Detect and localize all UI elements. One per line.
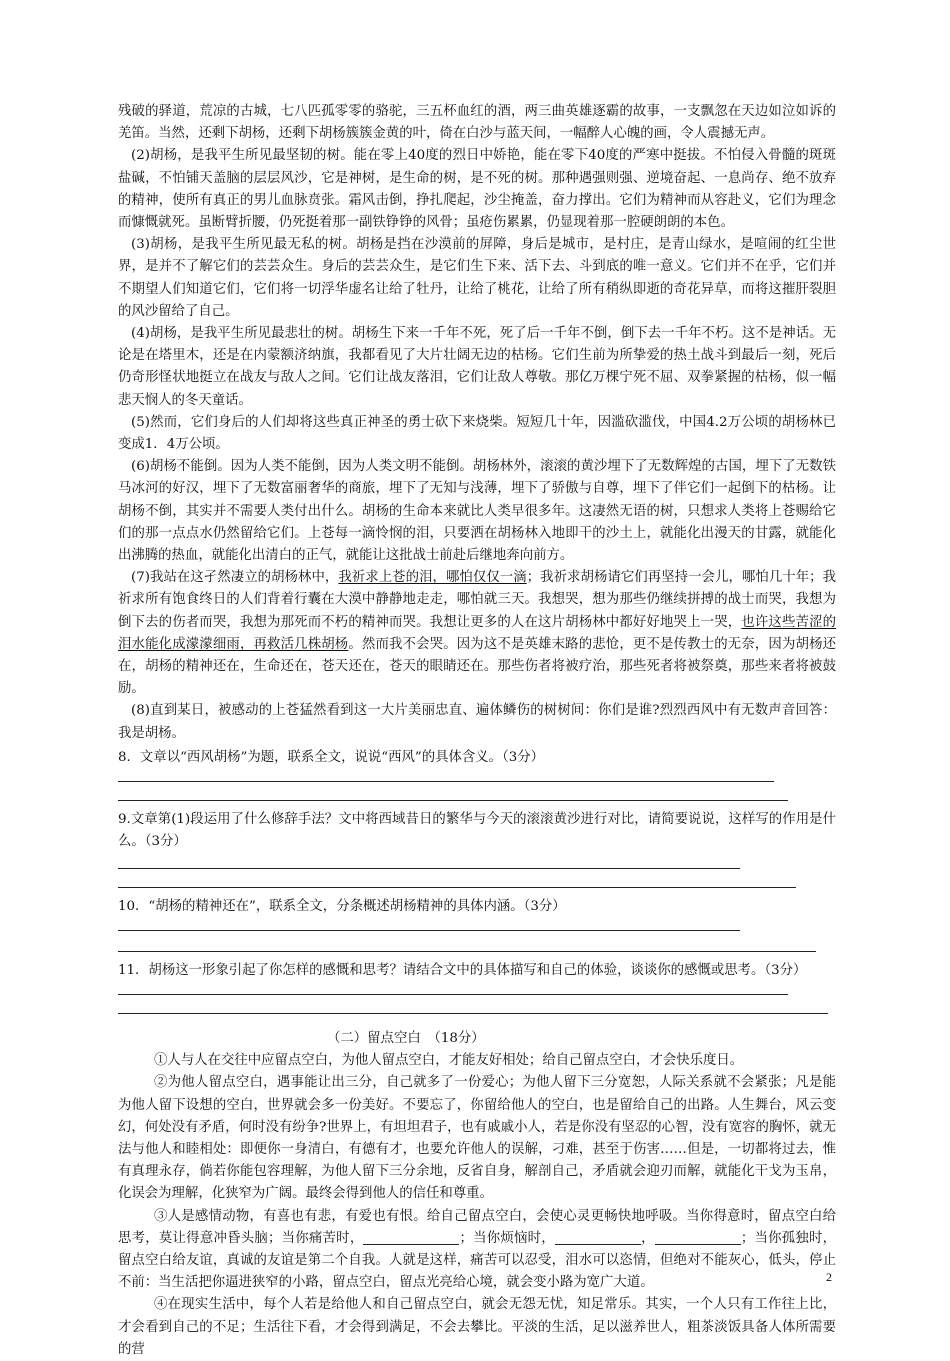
paragraph-7-part-b: ；我祈求胡杨请它们再坚持一会儿，哪怕几十年；我祈求所有饱食终日的人们背着行囊在大漠中静静地走走，哪怕就三天。我想哭，想为那些仍继续拼搏的战士而哭，我想为倒下去的伤者而哭，我想为那死而不朽的精神而哭。我想让更多的人在这片胡杨林中都好好地哭上一哭， [118, 570, 837, 630]
question-10: 10．“胡杨的精神还在”，联系全文，分条概述胡杨精神的具体内涵。（3分） [118, 898, 566, 914]
underlined-sentence-2: 也许这些苦涩的泪水能化成濛濛细雨，再救活几株胡杨 [118, 614, 837, 652]
paragraph-4: (4)胡杨，是我平生所见最悲壮的树。胡杨生下来一千年不死，死了后一千年不倒，倒下去一千年不朽。这不是神话。无论是在塔里木，还是在内蒙额济纳旗，我都看见了大片壮阔无边的枯杨。它们生前为所挚爱的热土战斗到最后一刻，死后仍奇形怪状地挺立在战友与敌人之间。它们让战友落泪，它们让敌人尊敬。那亿万棵宁死不屈、双拳紧握的枯杨，似一幅悲天悯人的冬天童话。 [118, 326, 836, 408]
section-2-paragraph-1: ①人与人在交往中应留点空白，为他人留点空白，才能友好相处；给自己留点空白，才会快乐度日。 [154, 1053, 744, 1069]
page-number: 2 [826, 1270, 832, 1284]
section-2-paragraph-2: ②为他人留点空白，遇事能让出三分，自己就多了一份爱心；为他人留下三分宽恕，人际关系就不会紧张；凡是能为他人留下设想的空白，世界就会多一份美好。不要忘了，你留给他人的空白，也是留给自己的出路。人生舞台，风云变幻，何处没有矛盾，何时没有纷争?世界上，有坦坦君子，也有戚戚小人，若是你没有坚忍的心智，没有宽容的胸怀，就无法与他人和睦相处：即便你一身清白，有德有才，也要允许他人的误解，刁难，甚至于伤害……但是，一切都将过去，惟有真理永存，倘若你能包容理解，为他人留下三分余地，反省自身，解剖自己，矛盾就会迎刃而解，就能化干戈为玉帛，化误会为理解，化狭窄为广阔。最终会得到他人的信任和尊重。 [118, 1075, 836, 1202]
paragraph-5: (5)然而，它们身后的人们却将这些真正神圣的勇士砍下来烧柴。短短几十年，因滥砍滥伐，中国4.2万公顷的胡杨林已变成1．4万公顷。 [118, 414, 836, 453]
paragraph-7-part-c: 。然而我不会哭。因为这不是英雄末路的悲怆，更不是传教士的无奈，因为胡杨还在，胡杨的精神还在，生命还在，苍天还在，苍天的眼睛还在。那些伤者将被疗治，那些死者将被祭奠，那些来者将被鼓励。 [118, 636, 837, 697]
answer-line[interactable] [118, 1013, 828, 1014]
paragraph-8: (8)直到某日，被感动的上苍猛然看到这一大片美丽忠直、遍体鳞伤的树树间：你们是谁?烈烈西风中有无数声音回答：我是胡杨。 [118, 703, 836, 741]
section-2-p3-part-d: ；当你孤独时，留点空白给友谊，真诚的友谊是第二个自我。人就是这样，痛苦可以忍受，泪水可以恣情，但绝对不能灰心，低头，停止不前：当生活把你逼进狭窄的小路，留点空白，留点光亮给心境，就会变小路为宽广大道。 [118, 1230, 837, 1291]
section-2-paragraph-3 [118, 1206, 836, 1295]
paragraph-1-continued: 残破的驿道，荒凉的古城，七八匹孤零零的骆驼，三五杯血红的酒，两三曲英雄逐霸的故事，一支飘忽在天边如泣如诉的羌笛。当然，还剩下胡杨，还剩下胡杨簇簇金黄的叶，倚在白沙与蓝天间，一幅醉人心魄的画，令人震撼无声。 [118, 104, 836, 142]
question-11: 11．胡杨这一形象引起了你怎样的感慨和思考？请结合文中的具体描写和自己的体验，谈谈你的感慨或思考。（3分） [118, 962, 807, 978]
fill-blank-3[interactable] [655, 1230, 741, 1245]
question-8: 8．文章以“西风胡杨”为题，联系全文，说说“西风”的具体含义。（3分） [118, 749, 545, 765]
section-2-p3-part-a: ③人是感情动物，有喜也有悲，有爱也有恨。给自己留点空白，会使心灵更畅快地呼吸。当你得意时，留点空白给思考，莫让得意冲昏头脑；当你痛苦时， [118, 1208, 836, 1246]
question-9: 9.文章第(1)段运用了什么修辞手法？文中将西域昔日的繁华与今天的滚滚黄沙进行对比，请简要说说，这样写的作用是什么。（3分） [118, 812, 836, 850]
paragraph-7-part-a: (7)我站在这孑然凄立的胡杨林中， [131, 570, 339, 586]
paragraph-2: (2)胡杨，是我平生所见最坚韧的树。能在零上40度的烈日中娇艳，能在零下40度的严寒中挺拔。不怕侵入骨髓的斑斑盐碱，不怕铺天盖脑的层层风沙，它是神树，是生命的树，是不死的树。那种遇强则强、逆境奋起、一息尚存、绝不放弃的精神，使所有真正的男儿血脉贲张。霜风击倒，挣扎爬起，沙尘掩盖，奋力撑出。它们为精神而从容赴义，它们为理念而慷慨就死。虽断臂折腰，仍死挺着那一副铁铮铮的风骨；虽疮伤累累，仍显现着那一腔硬朗朗的本色。 [118, 148, 836, 231]
paragraph-3: (3)胡杨，是我平生所见最无私的树。胡杨是挡在沙漠前的屏障，身后是城市，是村庄，是青山绿水，是喧闹的红尘世界，是并不了解它们的芸芸众生。身后的芸芸众生，是它们生下来、活下去、斗到底的唯一意义。它们并不在乎，它们并不期望人们知道它们，它们将一切浮华虚名让给了牡丹，让给了桃花，让给了所有稍纵即逝的奇花异草，而将这摧肝裂胆的风沙留给了自己。 [118, 237, 836, 319]
section-2-p3-part-c: ， [640, 1230, 655, 1246]
section-2-p3-part-b: ；当你烦恼时， [459, 1230, 555, 1246]
paragraph-7 [118, 567, 836, 700]
document-page [118, 101, 836, 1361]
underlined-sentence-1: 我祈求上苍的泪，哪怕仅仅一滴 [338, 570, 527, 586]
section-2-paragraph-4: ④在现实生活中，每个人若是给他人和自己留点空白，就会无怨无忧，知足常乐。其实，一个人只有工作往上比，才会看到自己的不足；生活往下看，才会得到满足，不会去攀比。平淡的生活，足以滋养世人，粗茶淡饭具备人体所需要的营 [118, 1297, 836, 1357]
fill-blank-2[interactable] [555, 1230, 641, 1245]
paragraph-6: (6)胡杨不能倒。因为人类不能倒，因为人类文明不能倒。胡杨林外，滚滚的黄沙埋下了无数辉煌的古国，埋下了无数铁马冰河的好汉，埋下了无数富丽奢华的商旅，埋下了无知与浅薄，埋下了骄傲与自尊，埋下了伴它们一起倒下的枯杨。让胡杨不倒，其实并不需要人类付出什么。胡杨的生命本来就比人类早很多年。这凄然无语的树，只想求人类将上苍赐给它们的那一点点水仍然留给它们。上苍每一滴怜悯的泪，只要洒在胡杨林入地即干的沙土上，就能化出漫天的甘露，就能化出沸腾的热血，就能化出清白的正气，就能让这批战士前赴后继地奔向前方。 [118, 459, 836, 564]
section-2-title: （二）留点空白 （18分） [327, 1030, 485, 1046]
fill-blank-1[interactable] [363, 1230, 459, 1245]
